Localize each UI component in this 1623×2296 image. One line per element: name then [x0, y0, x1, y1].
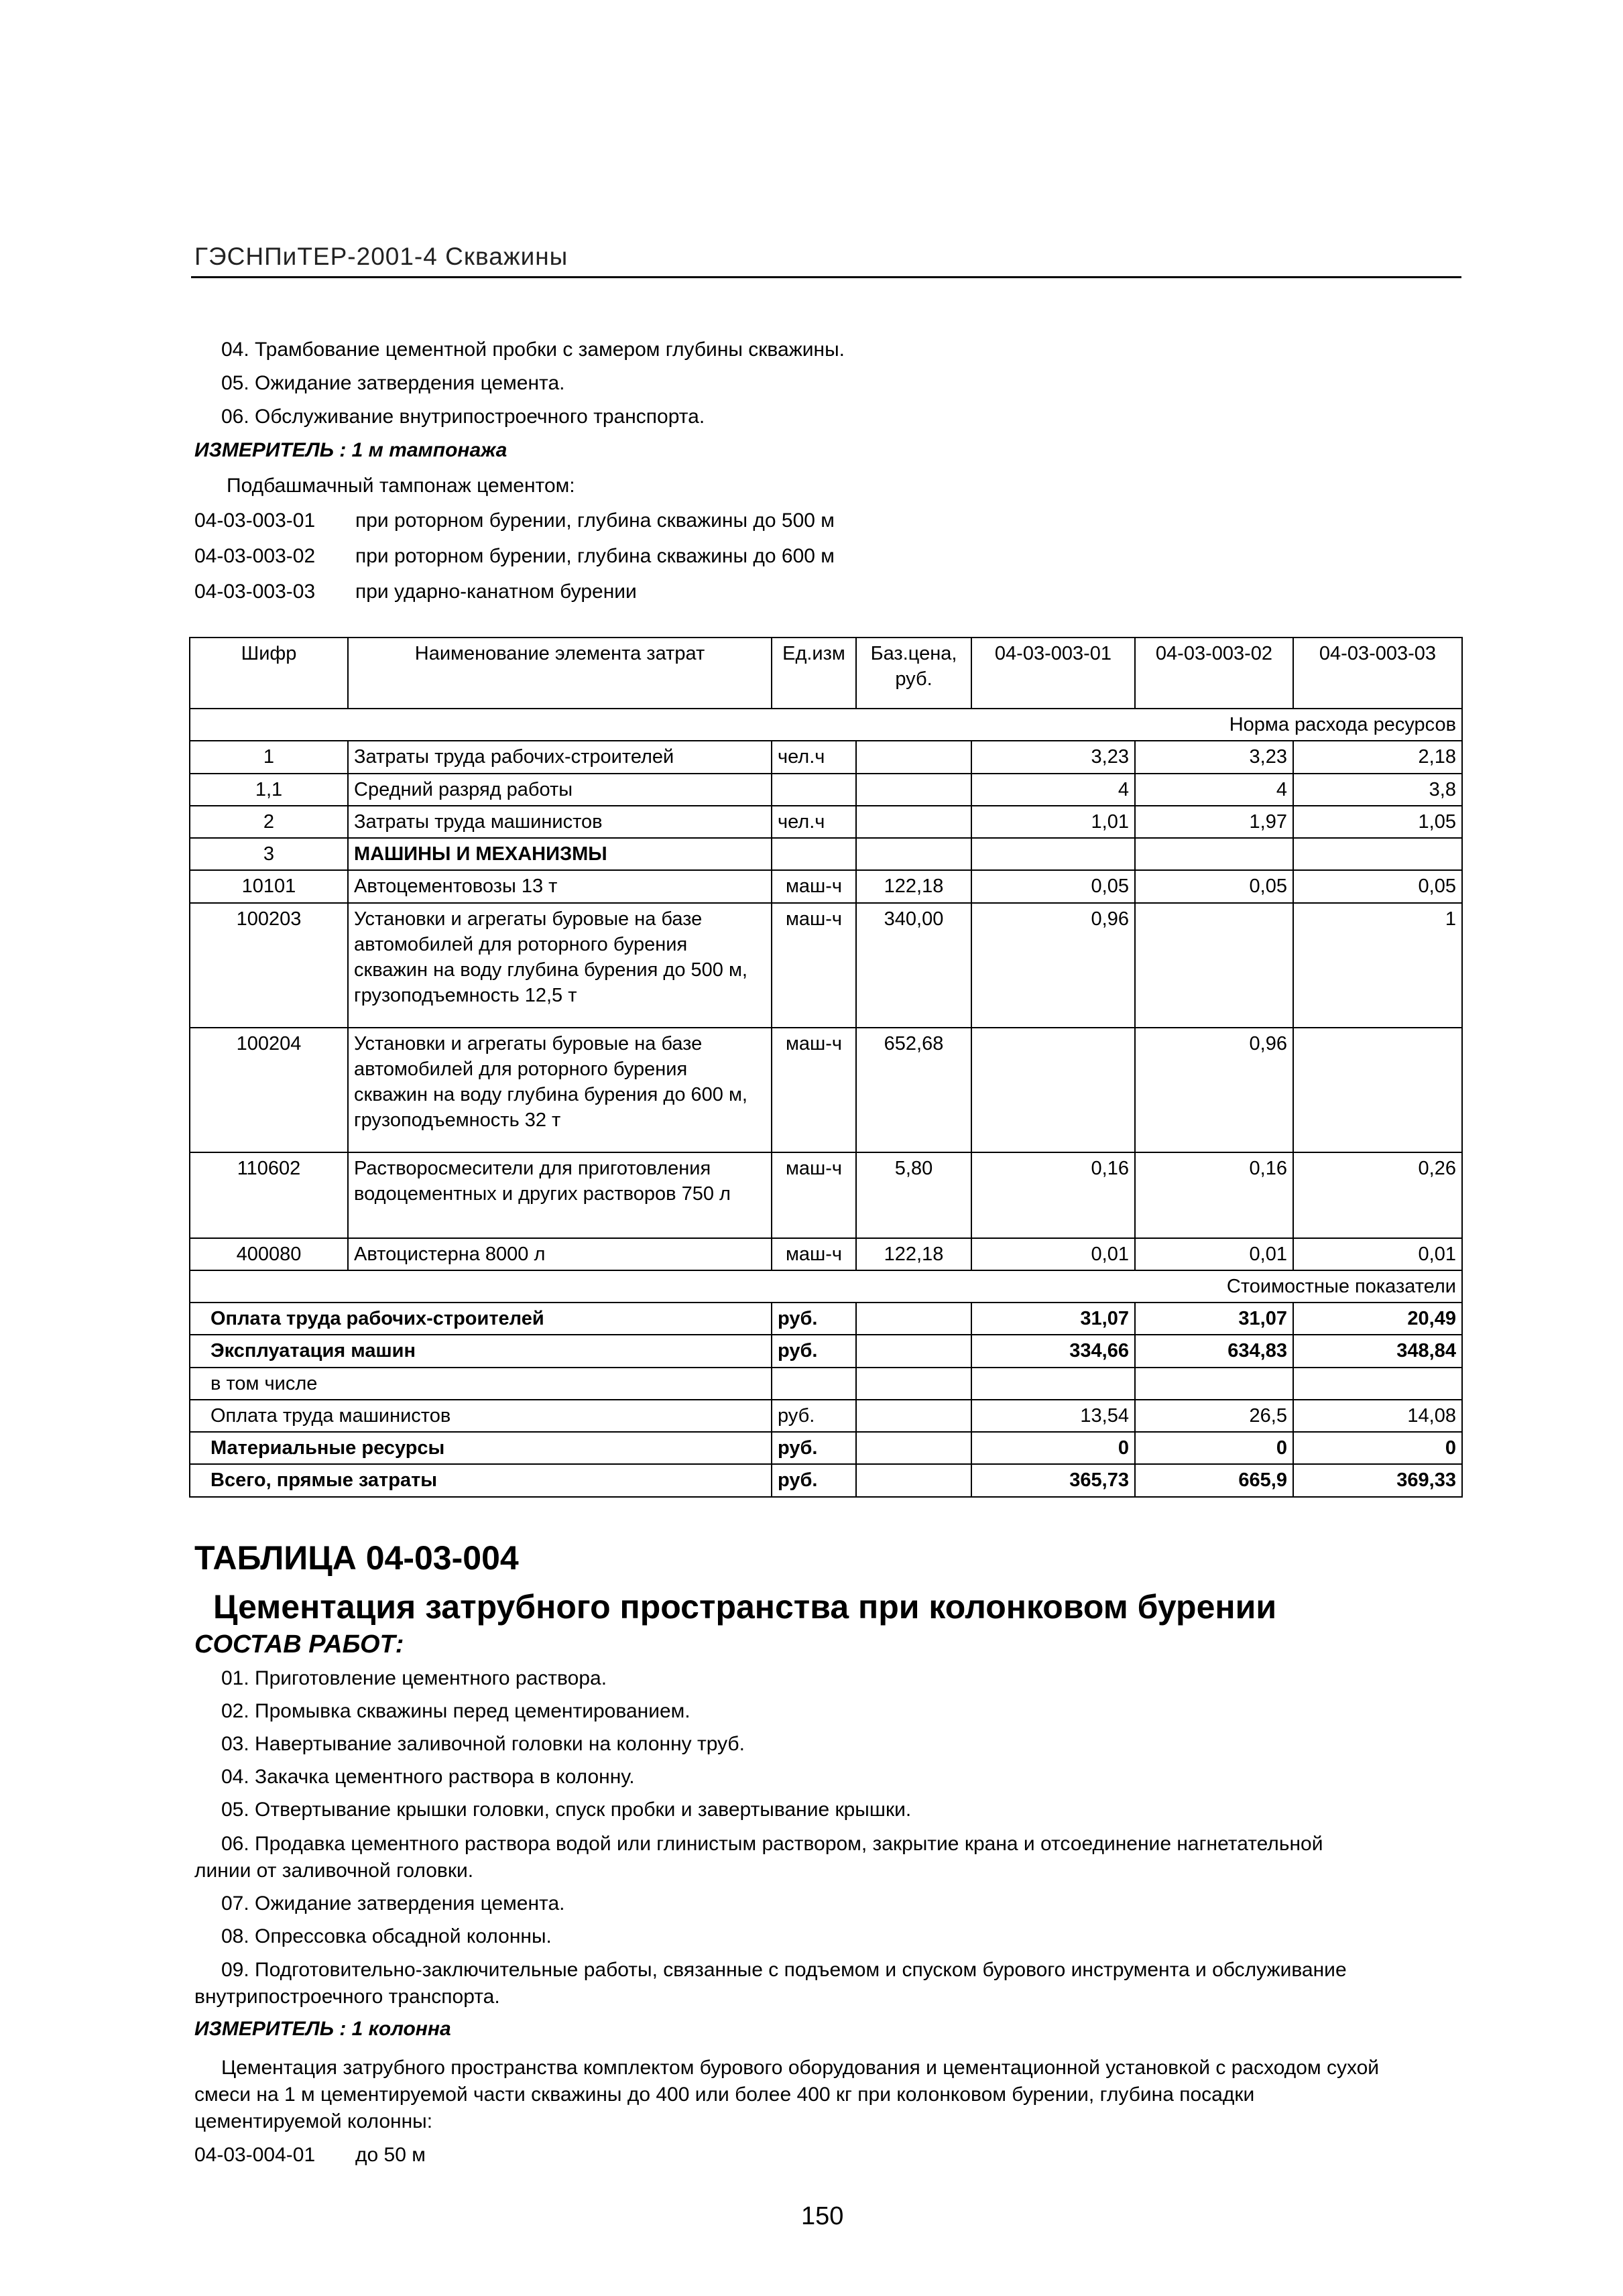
row-v3: 0,05	[1293, 870, 1462, 902]
cost-v2: 665,9	[1135, 1464, 1293, 1496]
cost-unit: руб.	[772, 1400, 856, 1432]
section-title: Цементация затрубного пространства при колонковом бурении	[213, 1588, 1277, 1626]
section-step: 06. Продавка цементного раствора водой или глинистым раствором, закрытие крана и отсоединение нагнетательной	[221, 1833, 1323, 1855]
cost-price-empty	[856, 1400, 971, 1432]
row-code: 1,1	[190, 774, 348, 806]
intro-code-3-text: при ударно-канатном бурении	[355, 581, 637, 603]
cost-name: Всего, прямые затраты	[190, 1464, 772, 1496]
cost-v3: 0	[1293, 1432, 1462, 1464]
row-name: Установки и агрегаты буровые на базе автомобилей для роторного бурения скважин на воду глубина бурения до 500 м, грузоподъемность 12,5 т	[348, 903, 772, 1028]
col-header-price: Баз.цена, руб.	[856, 638, 971, 709]
table-row	[190, 903, 1462, 1028]
row-v1: 0,96	[971, 903, 1135, 1028]
row-unit	[772, 774, 856, 806]
col-header-v1: 04-03-003-01	[971, 638, 1135, 709]
col-header-code: Шифр	[190, 638, 348, 709]
table-row	[190, 870, 1462, 902]
row-v3: 3,8	[1293, 774, 1462, 806]
section-description-line: Цементация затрубного пространства комплектом бурового оборудования и цементационной установкой с расходом сухой	[221, 2057, 1380, 2079]
header-divider	[191, 276, 1461, 278]
row-name: Средний разряд работы	[348, 774, 772, 806]
row-unit: чел.ч	[772, 741, 856, 773]
section-step: 07. Ожидание затвердения цемента.	[221, 1892, 565, 1915]
section-code-text: до 50 м	[355, 2144, 426, 2166]
intro-meter: ИЗМЕРИТЕЛЬ : 1 м тампонажа	[194, 439, 507, 461]
intro-subtitle: Подбашмачный тампонаж цементом:	[227, 475, 575, 497]
cost-name: Оплата труда рабочих-строителей	[190, 1303, 772, 1335]
cost-v1: 0	[971, 1432, 1135, 1464]
row-unit: маш-ч	[772, 870, 856, 902]
row-name: МАШИНЫ И МЕХАНИЗМЫ	[348, 838, 772, 870]
cost-unit	[772, 1368, 856, 1400]
row-v1: 0,16	[971, 1152, 1135, 1238]
row-price: 122,18	[856, 870, 971, 902]
row-v3: 0,26	[1293, 1152, 1462, 1238]
cost-name: Эксплуатация машин	[190, 1335, 772, 1367]
row-v3: 1,05	[1293, 806, 1462, 838]
intro-code-3: 04-03-003-03	[194, 581, 316, 603]
cost-v1: 365,73	[971, 1464, 1135, 1496]
cost-price-empty	[856, 1432, 971, 1464]
row-price: 652,68	[856, 1028, 971, 1152]
row-v2: 0,01	[1135, 1238, 1293, 1270]
row-price	[856, 774, 971, 806]
row-code: 100203	[190, 903, 348, 1028]
cost-v3: 348,84	[1293, 1335, 1462, 1367]
intro-step-04: 04. Трамбование цементной пробки с замером глубины скважины.	[221, 339, 845, 361]
table-row	[190, 1152, 1462, 1238]
row-v3	[1293, 1028, 1462, 1152]
cost-row	[190, 1335, 1462, 1367]
cost-price-empty	[856, 1464, 971, 1496]
row-code: 2	[190, 806, 348, 838]
col-header-v3: 04-03-003-03	[1293, 638, 1462, 709]
section-step: 08. Опрессовка обсадной колонны.	[221, 1925, 552, 1947]
row-v2: 3,23	[1135, 741, 1293, 773]
section-step-continued: линии от заливочной головки.	[194, 1860, 474, 1882]
row-price	[856, 806, 971, 838]
section-step: 09. Подготовительно-заключительные работы, связанные с подъемом и спуском бурового инструмента и обслуживание	[221, 1959, 1347, 1981]
cost-row	[190, 1400, 1462, 1432]
row-v1: 0,05	[971, 870, 1135, 902]
row-v1: 4	[971, 774, 1135, 806]
cost-v1	[971, 1368, 1135, 1400]
cost-row	[190, 1432, 1462, 1464]
row-price: 5,80	[856, 1152, 971, 1238]
intro-code-1-text: при роторном бурении, глубина скважины до 500 м	[355, 509, 835, 532]
row-v2: 0,16	[1135, 1152, 1293, 1238]
cost-unit: руб.	[772, 1464, 856, 1496]
table-row	[190, 1028, 1462, 1152]
cost-v3: 14,08	[1293, 1400, 1462, 1432]
row-v2	[1135, 838, 1293, 870]
section-step: 05. Отвертывание крышки головки, спуск пробки и завертывание крышки.	[221, 1799, 912, 1821]
cost-label: Стоимостные показатели	[190, 1270, 1462, 1303]
intro-code-1: 04-03-003-01	[194, 509, 316, 532]
row-code: 100204	[190, 1028, 348, 1152]
cost-v2: 31,07	[1135, 1303, 1293, 1335]
section-step: 01. Приготовление цементного раствора.	[221, 1667, 607, 1689]
row-v2: 0,05	[1135, 870, 1293, 902]
document-header: ГЭСНПиТЕР-2001-4 Скважины	[194, 243, 568, 270]
section-step: 02. Промывка скважины перед цементированием.	[221, 1700, 690, 1722]
cost-v3	[1293, 1368, 1462, 1400]
cost-v2: 26,5	[1135, 1400, 1293, 1432]
cost-v2: 634,83	[1135, 1335, 1293, 1367]
cost-v2	[1135, 1368, 1293, 1400]
row-v1: 0,01	[971, 1238, 1135, 1270]
row-v3: 0,01	[1293, 1238, 1462, 1270]
table-row	[190, 838, 1462, 870]
row-code: 400080	[190, 1238, 348, 1270]
row-v2: 0,96	[1135, 1028, 1293, 1152]
cost-v3: 369,33	[1293, 1464, 1462, 1496]
table-row	[190, 1238, 1462, 1270]
row-unit: чел.ч	[772, 806, 856, 838]
cost-v1: 13,54	[971, 1400, 1135, 1432]
row-v3: 2,18	[1293, 741, 1462, 773]
row-unit	[772, 838, 856, 870]
row-v2: 1,97	[1135, 806, 1293, 838]
resource-norms-table	[189, 637, 1463, 1498]
composition-heading: СОСТАВ РАБОТ:	[194, 1630, 404, 1658]
row-name: Автоцементовозы 13 т	[348, 870, 772, 902]
cost-name: Материальные ресурсы	[190, 1432, 772, 1464]
row-name: Автоцистерна 8000 л	[348, 1238, 772, 1270]
row-unit: маш-ч	[772, 1238, 856, 1270]
row-v1: 1,01	[971, 806, 1135, 838]
row-price: 340,00	[856, 903, 971, 1028]
row-price	[856, 741, 971, 773]
row-code: 10101	[190, 870, 348, 902]
row-price: 122,18	[856, 1238, 971, 1270]
row-name: Затраты труда рабочих-строителей	[348, 741, 772, 773]
row-v1	[971, 838, 1135, 870]
intro-code-2: 04-03-003-02	[194, 545, 316, 567]
row-code: 110602	[190, 1152, 348, 1238]
cost-unit: руб.	[772, 1432, 856, 1464]
row-unit: маш-ч	[772, 1152, 856, 1238]
cost-unit: руб.	[772, 1335, 856, 1367]
row-v3: 1	[1293, 903, 1462, 1028]
cost-row	[190, 1368, 1462, 1400]
cost-price-empty	[856, 1303, 971, 1335]
cost-label-row	[190, 1270, 1462, 1303]
cost-name: в том числе	[190, 1368, 772, 1400]
table-row	[190, 741, 1462, 773]
section-code: 04-03-004-01	[194, 2144, 316, 2166]
table-row	[190, 806, 1462, 838]
row-name: Затраты труда машинистов	[348, 806, 772, 838]
cost-v1: 334,66	[971, 1335, 1135, 1367]
cost-v1: 31,07	[971, 1303, 1135, 1335]
cost-name: Оплата труда машинистов	[190, 1400, 772, 1432]
row-price	[856, 838, 971, 870]
section-meter: ИЗМЕРИТЕЛЬ : 1 колонна	[194, 2018, 451, 2040]
cost-unit: руб.	[772, 1303, 856, 1335]
row-v3	[1293, 838, 1462, 870]
norm-label-row	[190, 709, 1462, 741]
page-number: 150	[801, 2202, 844, 2230]
cost-row	[190, 1464, 1462, 1496]
section-step-continued: внутрипостроечного транспорта.	[194, 1986, 500, 2008]
table-row	[190, 774, 1462, 806]
intro-step-05: 05. Ожидание затвердения цемента.	[221, 372, 565, 394]
row-v1	[971, 1028, 1135, 1152]
intro-step-06: 06. Обслуживание внутрипостроечного транспорта.	[221, 406, 705, 428]
row-unit: маш-ч	[772, 1028, 856, 1152]
table-title: ТАБЛИЦА 04-03-004	[194, 1539, 519, 1577]
intro-code-2-text: при роторном бурении, глубина скважины до 600 м	[355, 545, 835, 567]
section-step: 03. Навертывание заливочной головки на колонну труб.	[221, 1733, 745, 1755]
row-v2	[1135, 903, 1293, 1028]
col-header-unit: Ед.изм	[772, 638, 856, 709]
row-code: 3	[190, 838, 348, 870]
row-v2: 4	[1135, 774, 1293, 806]
cost-v2: 0	[1135, 1432, 1293, 1464]
cost-price-empty	[856, 1335, 971, 1367]
norm-label: Норма расхода ресурсов	[190, 709, 1462, 741]
section-step: 04. Закачка цементного раствора в колонну.	[221, 1766, 635, 1788]
cost-price-empty	[856, 1368, 971, 1400]
row-v1: 3,23	[971, 741, 1135, 773]
row-name: Установки и агрегаты буровые на базе автомобилей для роторного бурения скважин на воду глубина бурения до 600 м, грузоподъемность 32 т	[348, 1028, 772, 1152]
section-description-line: цементируемой колонны:	[194, 2110, 433, 2132]
cost-v3: 20,49	[1293, 1303, 1462, 1335]
row-code: 1	[190, 741, 348, 773]
section-description-line: смеси на 1 м цементируемой части скважины до 400 или более 400 кг при колонковом бурении, глубина посадки	[194, 2083, 1255, 2106]
row-name: Растворосмесители для приготовления водоцементных и других растворов 750 л	[348, 1152, 772, 1238]
table-header-row	[190, 638, 1462, 709]
cost-row	[190, 1303, 1462, 1335]
row-unit: маш-ч	[772, 903, 856, 1028]
col-header-name: Наименование элемента затрат	[348, 638, 772, 709]
col-header-v2: 04-03-003-02	[1135, 638, 1293, 709]
